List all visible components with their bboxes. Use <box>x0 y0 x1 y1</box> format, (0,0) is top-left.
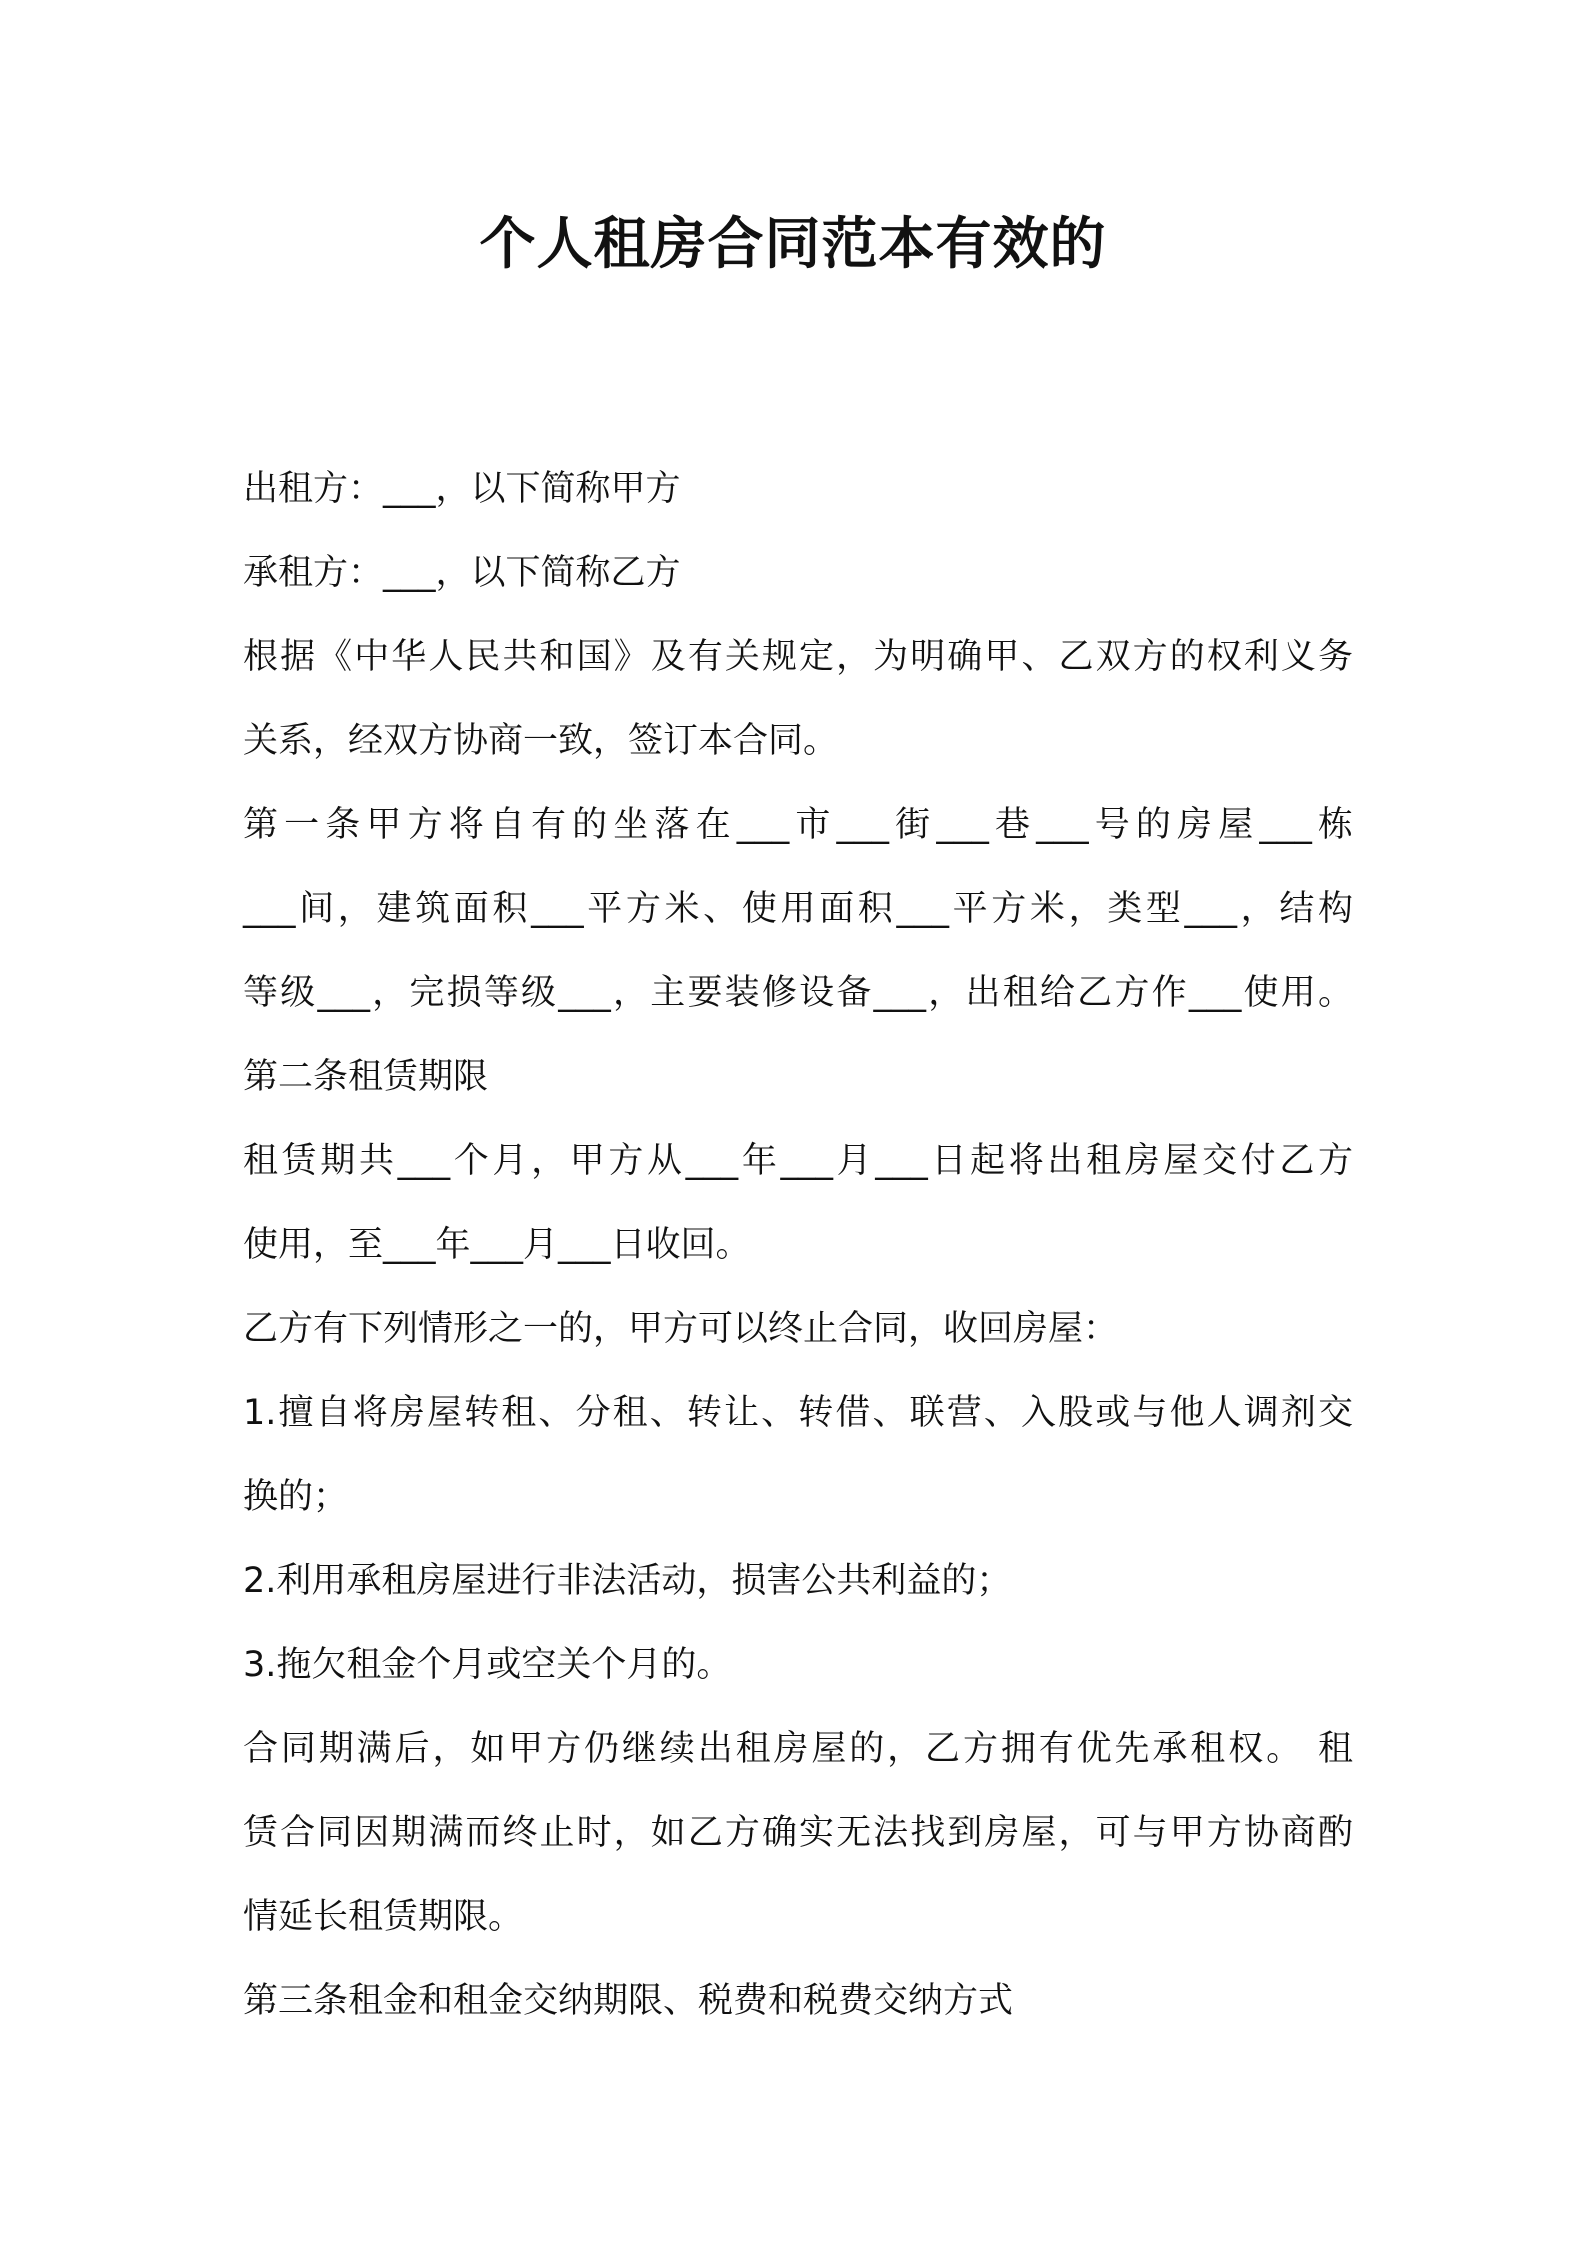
lessor-line: 出租方：___，以下简称甲方 <box>243 469 681 509</box>
paragraph-line: ___间，建筑面积___平方米、使用面积___平方米，类型___，结构 <box>243 889 1353 929</box>
article-three-heading: 第三条租金和租金交纳期限、税费和税费交纳方式 <box>243 1981 1014 2021</box>
document-title: 个人租房合同范本有效的 <box>479 212 1107 277</box>
article-two-heading: 第二条租赁期限 <box>243 1057 489 1097</box>
paragraph-line: 赁合同因期满而终止时，如乙方确实无法找到房屋，可与甲方协商酌 <box>243 1813 1353 1853</box>
document-body <box>243 447 1353 2043</box>
article-one-line: 第一条甲方将自有的坐落在___市___街___巷___号的房屋___栋 <box>243 805 1353 845</box>
lessee-line: 承租方：___，以下简称乙方 <box>243 553 681 593</box>
paragraph-line: 乙方有下列情形之一的，甲方可以终止合同，收回房屋： <box>243 1309 1119 1349</box>
paragraph-line: 情延长租赁期限。 <box>243 1897 524 1937</box>
list-item-3: 3.拖欠租金个月或空关个月的。 <box>243 1645 732 1685</box>
paragraph-line: 合同期满后，如甲方仍继续出租房屋的，乙方拥有优先承租权。 租 <box>243 1729 1353 1769</box>
paragraph-line: 根据《中华人民共和国》及有关规定，为明确甲、乙双方的权利义务 <box>243 637 1353 677</box>
list-item-2: 2.利用承租房屋进行非法活动，损害公共利益的； <box>243 1561 1012 1601</box>
paragraph-line: 使用，至___年___月___日收回。 <box>243 1225 751 1265</box>
paragraph-line: 租赁期共___个月，甲方从___年___月___日起将出租房屋交付乙方 <box>243 1141 1353 1181</box>
list-item-1-cont: 换的； <box>243 1477 349 1517</box>
paragraph-line: 关系，经双方协商一致，签订本合同。 <box>243 721 839 761</box>
paragraph-line: 等级___，完损等级___，主要装修设备___，出租给乙方作___使用。 <box>243 973 1353 1013</box>
list-item-1: 1.擅自将房屋转租、分租、转让、转借、联营、入股或与他人调剂交 <box>243 1393 1353 1433</box>
